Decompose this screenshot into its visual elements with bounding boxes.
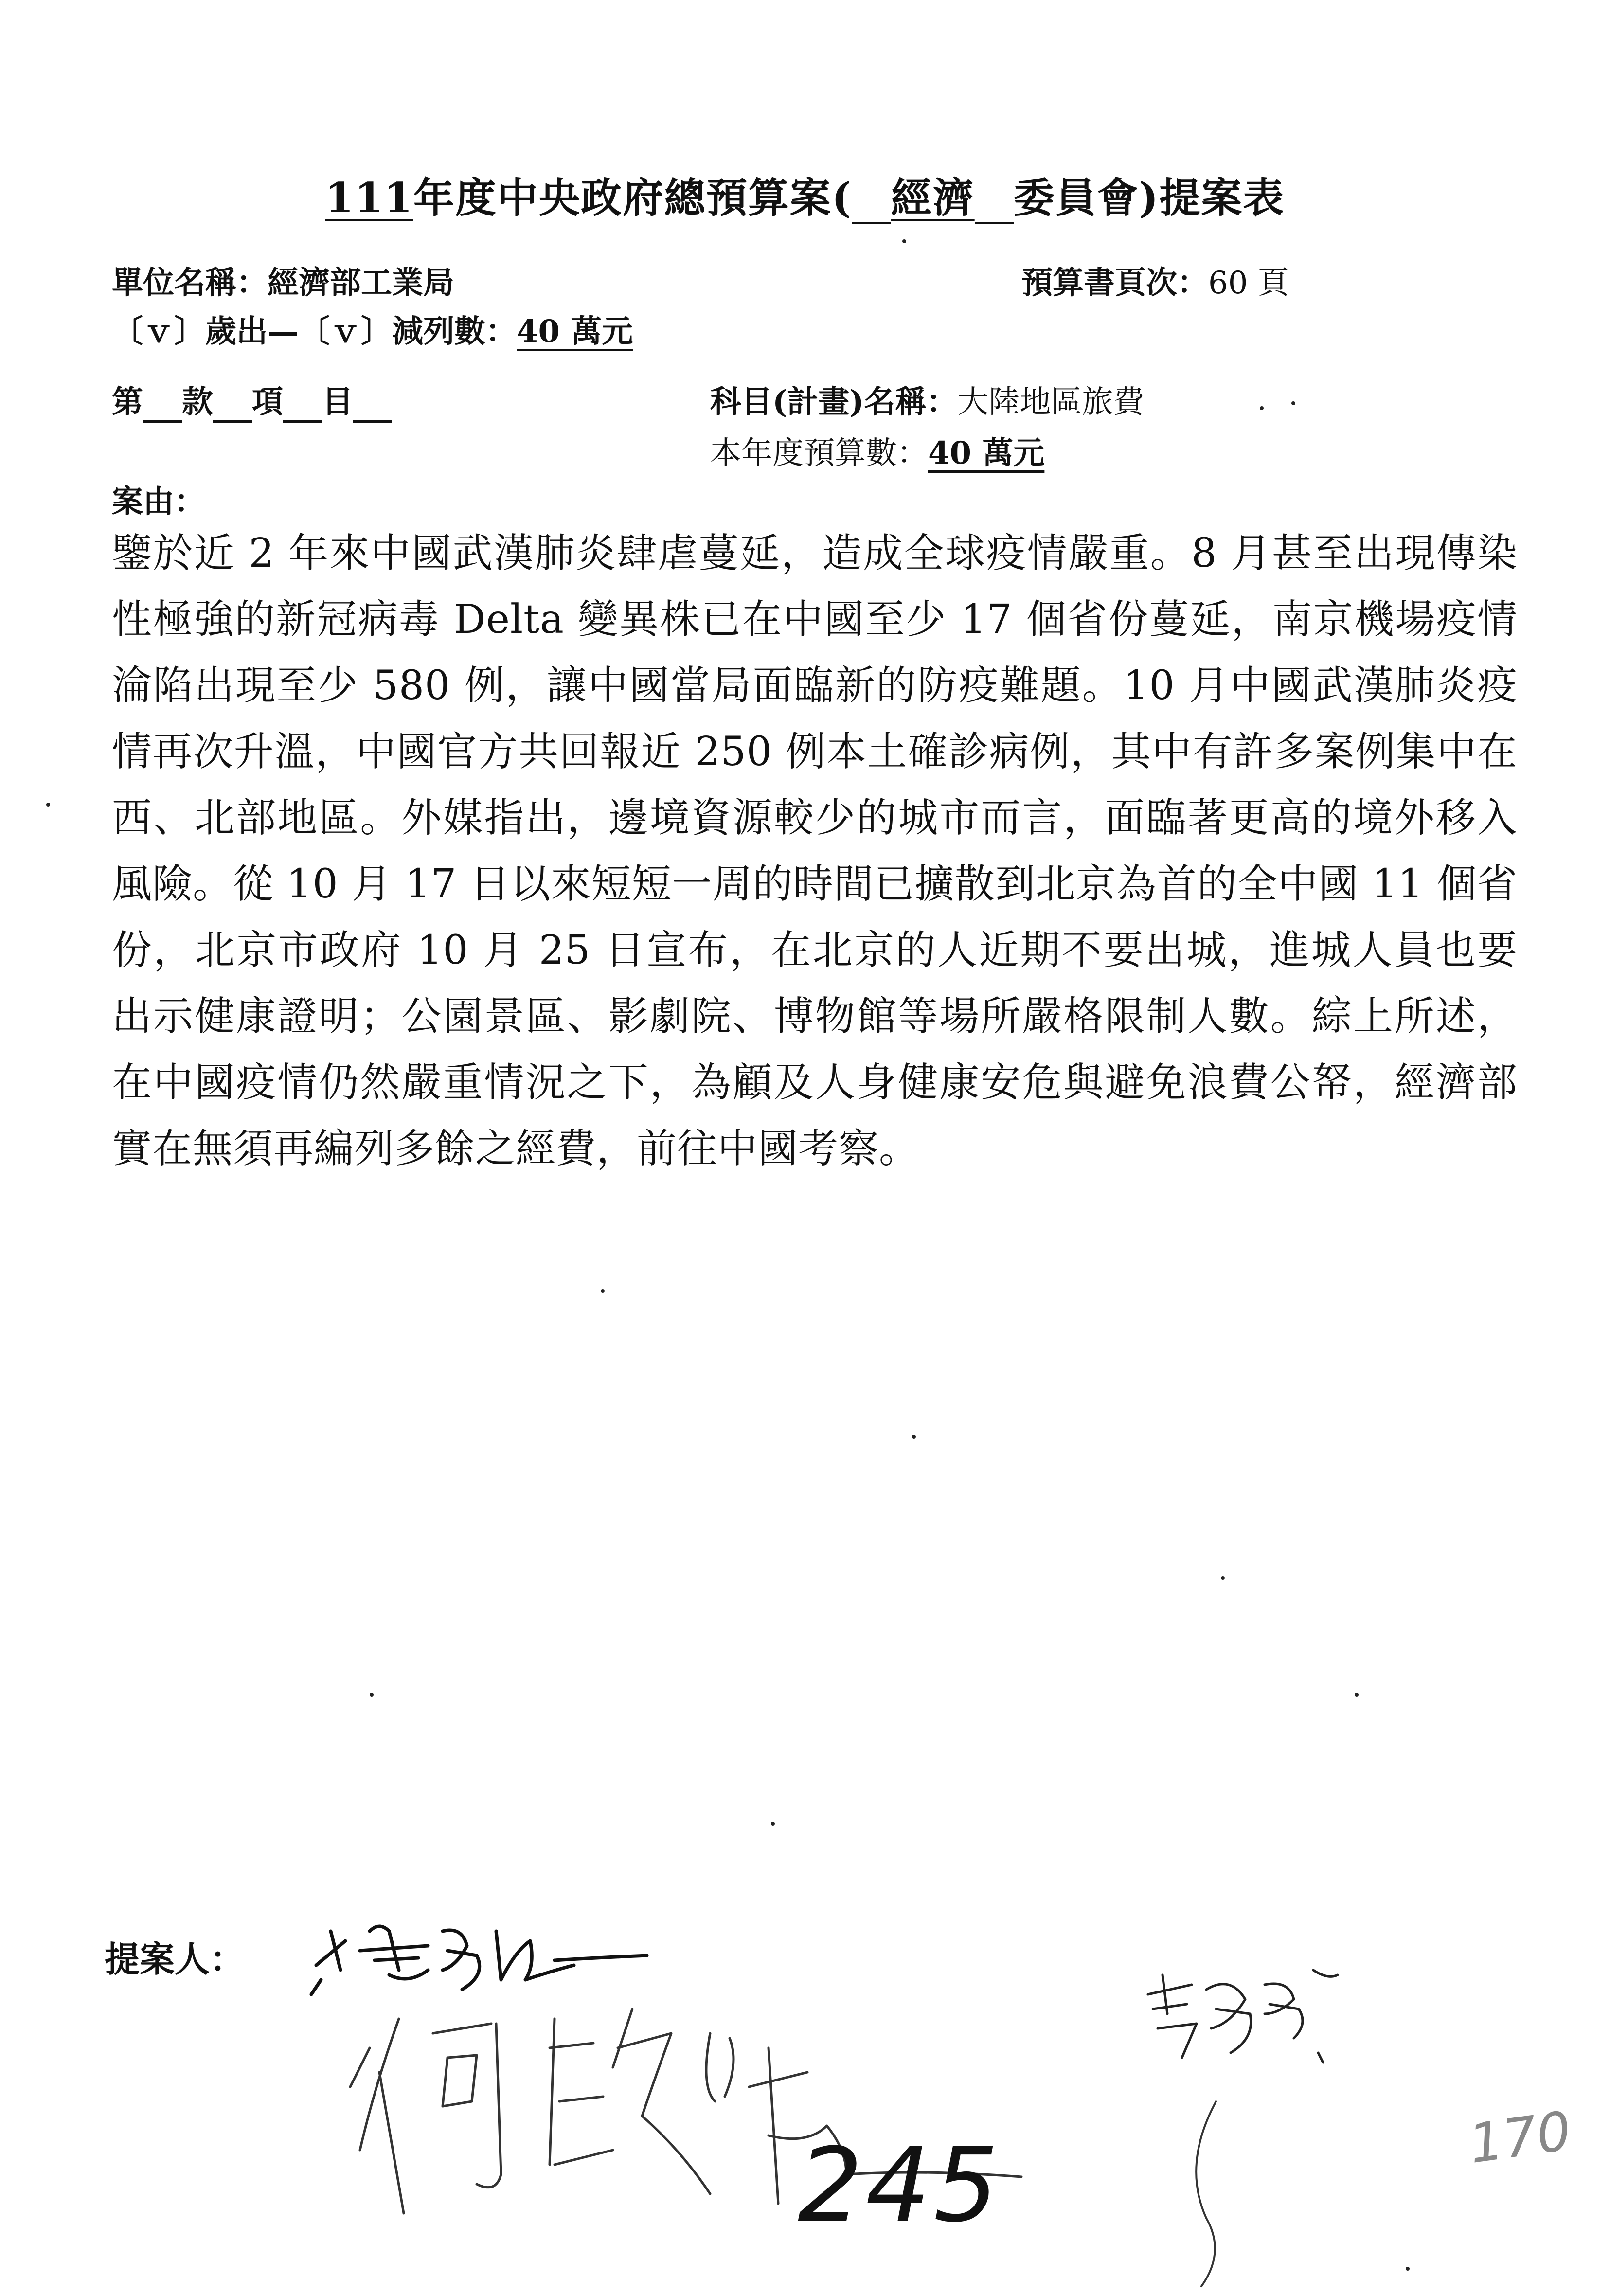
scan-speck	[601, 1289, 605, 1293]
reason-label: 案由：	[112, 484, 205, 520]
scan-speck	[370, 1693, 374, 1697]
signature-3	[1133, 1955, 1377, 2082]
section-kuan: 款	[182, 384, 213, 420]
unit-value: 經濟部工業局	[268, 265, 454, 301]
section-xiang: 項	[252, 384, 283, 420]
budget-page-label: 預算書頁次：	[1021, 265, 1208, 301]
subject-value: 大陸地區旅費	[957, 384, 1145, 420]
scan-speck	[771, 1822, 775, 1826]
budget-page-row	[1021, 258, 1289, 303]
budget-page-value: 60 頁	[1208, 265, 1289, 301]
scan-speck	[1291, 401, 1295, 405]
subject-row	[710, 377, 1145, 422]
scan-speck	[1406, 2267, 1410, 2271]
page-title	[0, 165, 1610, 224]
scan-speck	[912, 1435, 916, 1439]
scan-speck	[46, 803, 50, 807]
title-part2: 委員會)提案表	[1013, 174, 1285, 222]
unit-row	[112, 258, 454, 303]
title-blank-left	[852, 174, 891, 224]
corner-number: 170	[1465, 2099, 1575, 2175]
scan-speck	[1221, 1576, 1225, 1580]
reason-text: 鑒於近 2 年來中國武漢肺炎肆虐蔓延，造成全球疫情嚴重。8 月甚至出現傳染性極強的新冠病毒 Delta 變異株已在中國至少 17 個省份蔓延，南京機場疫情淪陷出現至少 580 例，讓中國當局面臨新的防疫難題。10 月中國武漢肺炎疫情再次升溫，中國官方共回報近 250 例本土確診病例，其中有許多案例集中在西、北部地區。外媒指出，邊境資源較少的城市而言，面臨著更高的境外移入風險。從 10 月 17 日以來短短一周的時間已擴散到北京為首的全中國 11 個省份，北京市政府 10 月 25 日宣布，在北京的人近期不要出城，進城人員也要出示健康證明；公園景區、影劇院、博物館等場所嚴格限制人數。綜上所述，在中國疫情仍然嚴重情況之下，為顧及人身健康安危與避免浪費公帑，經濟部實在無須再編列多餘之經費，前往中國考察。	[112, 530, 1518, 1172]
section-row	[112, 377, 392, 423]
vertical-pen-mark	[1143, 2092, 1240, 2296]
scan-speck	[1355, 1693, 1359, 1697]
annual-budget-value: 40 萬元	[928, 435, 1045, 471]
page-number: 245	[798, 2126, 1002, 2245]
subject-label: 科目(計畫)名稱：	[710, 384, 958, 420]
scan-speck	[1260, 406, 1264, 410]
title-committee: 經濟	[891, 174, 975, 222]
annual-budget-row	[710, 428, 1044, 473]
reason-text-block	[112, 520, 1518, 1182]
title-year: 111	[325, 174, 413, 222]
expenditure-row	[112, 306, 633, 351]
title-blank-right	[975, 174, 1014, 224]
title-part1: 年度中央政府總預算案(	[413, 174, 852, 222]
expenditure-label: 〔ｖ〕歲出—〔ｖ〕減列數：	[112, 313, 517, 350]
section-di: 第	[112, 384, 143, 420]
expenditure-value: 40 萬元	[517, 313, 633, 350]
scan-speck	[902, 239, 906, 243]
annual-budget-label: 本年度預算數：	[710, 435, 928, 471]
section-mu: 目	[322, 384, 353, 420]
proposer-label: 提案人：	[105, 1938, 245, 1980]
unit-label: 單位名稱：	[112, 265, 268, 301]
